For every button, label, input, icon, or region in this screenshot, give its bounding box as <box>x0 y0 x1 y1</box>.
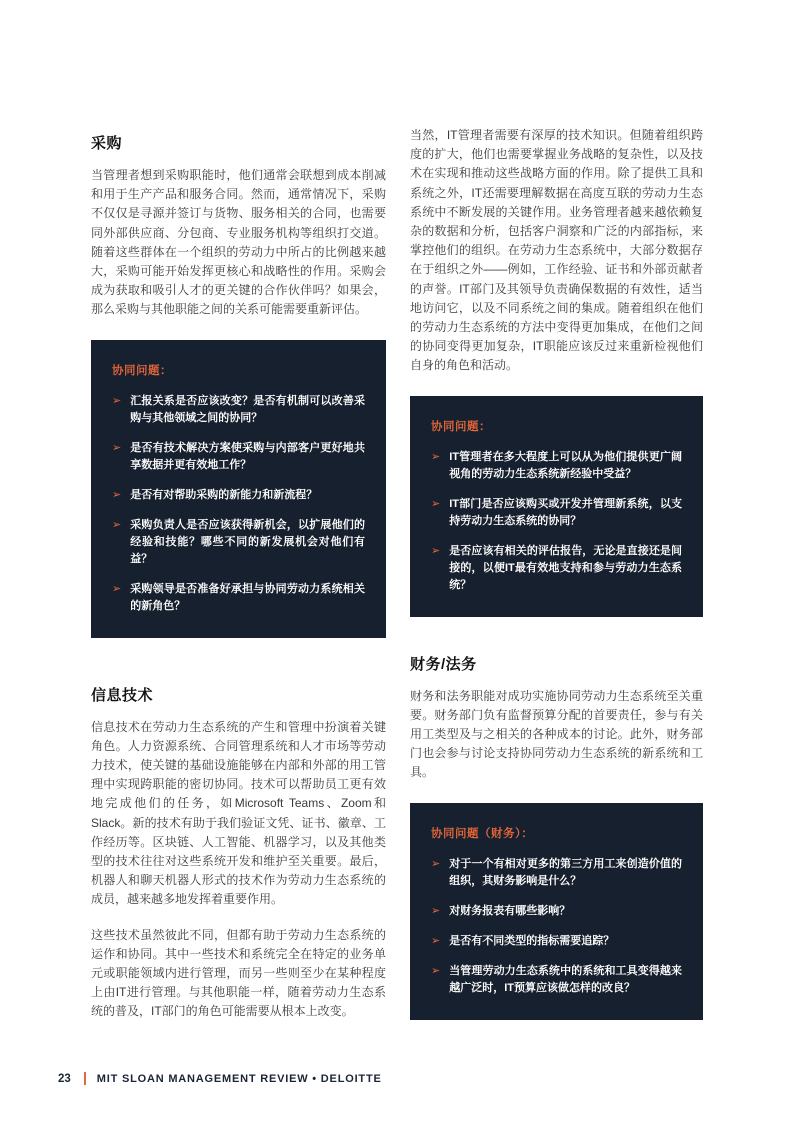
arrow-bullet-icon: ➢ <box>112 394 122 407</box>
section-information-technology <box>91 684 386 1022</box>
question-text: 是否有技术解决方案使采购与内部客户更好地共享数据并更有效地工作？ <box>130 441 365 471</box>
arrow-bullet-icon: ➢ <box>431 497 441 510</box>
question-item <box>431 933 682 950</box>
question-text: 采购负责人是否应该获得新机会，以扩展他们的经验和技能？哪些不同的新发展机会对他们有益？ <box>130 518 365 565</box>
it-question-box <box>410 396 703 617</box>
question-item <box>431 543 682 594</box>
arrow-bullet-icon: ➢ <box>431 450 441 463</box>
arrow-bullet-icon: ➢ <box>112 441 122 454</box>
question-box-title: 协同问题： <box>431 420 491 433</box>
question-text: 对财务报表有哪些影响？ <box>449 904 571 917</box>
question-text: 是否应该有相关的评估报告，无论是直接还是间接的，以便IT最有效地支持和参与劳动力生态系统？ <box>449 544 682 591</box>
question-text: 是否有不同类型的指标需要追踪？ <box>449 934 615 947</box>
question-text: 是否有对帮助采购的新能力和新流程？ <box>130 488 318 501</box>
page-number: 23 <box>58 1072 71 1085</box>
question-text: IT部门是否应该购买或开发并管理新系统，以支持劳动力生态系统的协同？ <box>449 497 682 527</box>
arrow-bullet-icon: ➢ <box>431 964 441 977</box>
arrow-bullet-icon: ➢ <box>431 544 441 557</box>
question-item <box>112 440 365 474</box>
question-text: IT管理者在多大程度上可以从为他们提供更广阔视角的劳动力生态系统新经验中受益？ <box>449 450 682 480</box>
procurement-question-box <box>91 340 386 638</box>
question-item <box>112 517 365 568</box>
arrow-bullet-icon: ➢ <box>431 934 441 947</box>
column-left <box>91 132 386 1038</box>
publication-name: MIT SLOAN MANAGEMENT REVIEW • DELOITTE <box>96 1072 382 1085</box>
footer-divider <box>84 1072 86 1085</box>
question-item <box>431 903 682 920</box>
finance-paragraph: 财务和法务职能对成功实施协同劳动力生态系统至关重要。财务部门负有监督预算分配的首要责任，参与有关用工类型及与之相关的各种成本的讨论。此外，财务部门也会参与讨论支持协同劳动力生态系统的新系统和工具。 <box>410 688 703 780</box>
finance-question-box <box>410 803 703 1020</box>
it-heading: 信息技术 <box>91 686 154 704</box>
question-box-title: 协同问题（财务）： <box>431 827 534 840</box>
procurement-heading: 采购 <box>91 135 123 152</box>
question-item <box>112 393 365 427</box>
arrow-bullet-icon: ➢ <box>112 488 122 501</box>
question-text: 采购领导是否准备好承担与协同劳动力系统相关的新角色？ <box>130 582 365 612</box>
it-paragraph-1: 信息技术在劳动力生态系统的产生和管理中扮演着关键角色。人力资源系统、合同管理系统和人才市场等劳动力技术，使关键的基础设施能够在内部和外部的用工管理中实现跨职能的密切协同。技术可以帮助员工更有效地完成他们的任务，如Microsoft Teams、Zoom和Slack。新的技术有助于我们验证文凭、证书、徽章、工作经历等。区块链、人工智能、机器学习，以及其他类型的技术往往对这些系统开发和维护至关重要。最后，机器人和聊天机器人形式的技术作为劳动力生态系统的成员，越来越多地发挥着重要作用。 <box>91 719 386 907</box>
question-item <box>112 581 365 615</box>
question-item <box>431 856 682 890</box>
procurement-paragraph: 当管理者想到采购职能时，他们通常会联想到成本削减和用于生产产品和服务合同。然而，通常情况下，采购不仅仅是寻源并签订与货物、服务相关的合同，也需要同外部供应商、分包商、专业服务机构等组织打交道。随着这些群体在一个组织的劳动力中所占的比例越来越大，采购可能开始发挥更核心和战略性的作用。采购会成为获取和吸引人才的更关键的合作伙伴吗？如果会，那么采购与其他职能之间的关系可能需要重新评估。 <box>91 168 386 317</box>
page-footer <box>58 1072 382 1085</box>
arrow-bullet-icon: ➢ <box>431 904 441 917</box>
column-right <box>410 126 703 1020</box>
question-item <box>431 963 682 997</box>
question-item <box>112 487 365 504</box>
arrow-bullet-icon: ➢ <box>431 857 441 870</box>
arrow-bullet-icon: ➢ <box>112 518 122 531</box>
question-box-title: 协同问题： <box>112 364 172 377</box>
it-paragraph-2: 这些技术虽然彼此不同，但都有助于劳动力生态系统的运作和协同。其中一些技术和系统完全在特定的业务单元或职能领域内进行管理，而另一些则至少在某种程度上由IT进行管理。与其他职能一样，随着劳动力生态系统的普及，IT部门的角色可能需要从根本上改变。 <box>91 927 386 1019</box>
finance-heading: 财务/法务 <box>410 655 477 673</box>
question-item <box>431 496 682 530</box>
it-detail-paragraph: 当然，IT管理者需要有深厚的技术知识。但随着组织跨度的扩大，他们也需要掌握业务战略的复杂性，以及技术在实现和推动这些战略方面的作用。除了提供工具和系统之外，IT还需要理解数据在高度互联的劳动力生态系统中不断发展的关键作用。业务管理者越来越依赖复杂的数据和分析，包括客户洞察和广泛的内部指标，来掌控他们的组织。在劳动力生态系统中，大部分数据存在于组织之外——例如，工作经验、证书和外部贡献者的声誉。IT部门及其领导负责确保数据的有效性，适当地访问它，以及不同系统之间的集成。随着组织在他们的劳动力生态系统的方法中变得更加集成，在他们之间的协同变得更加复杂，IT职能应该反过来重新检视他们自身的角色和活动。 <box>410 128 703 373</box>
section-finance-legal <box>410 653 703 783</box>
question-item <box>431 449 682 483</box>
question-text: 汇报关系是否应该改变？是否有机制可以改善采购与其他领域之间的协同？ <box>130 394 365 424</box>
arrow-bullet-icon: ➢ <box>112 582 122 595</box>
question-text: 当管理劳动力生态系统中的系统和工具变得越来越广泛时，IT预算应该做怎样的改良？ <box>449 964 682 994</box>
question-text: 对于一个有相对更多的第三方用工来创造价值的组织，其财务影响是什么？ <box>449 857 682 887</box>
